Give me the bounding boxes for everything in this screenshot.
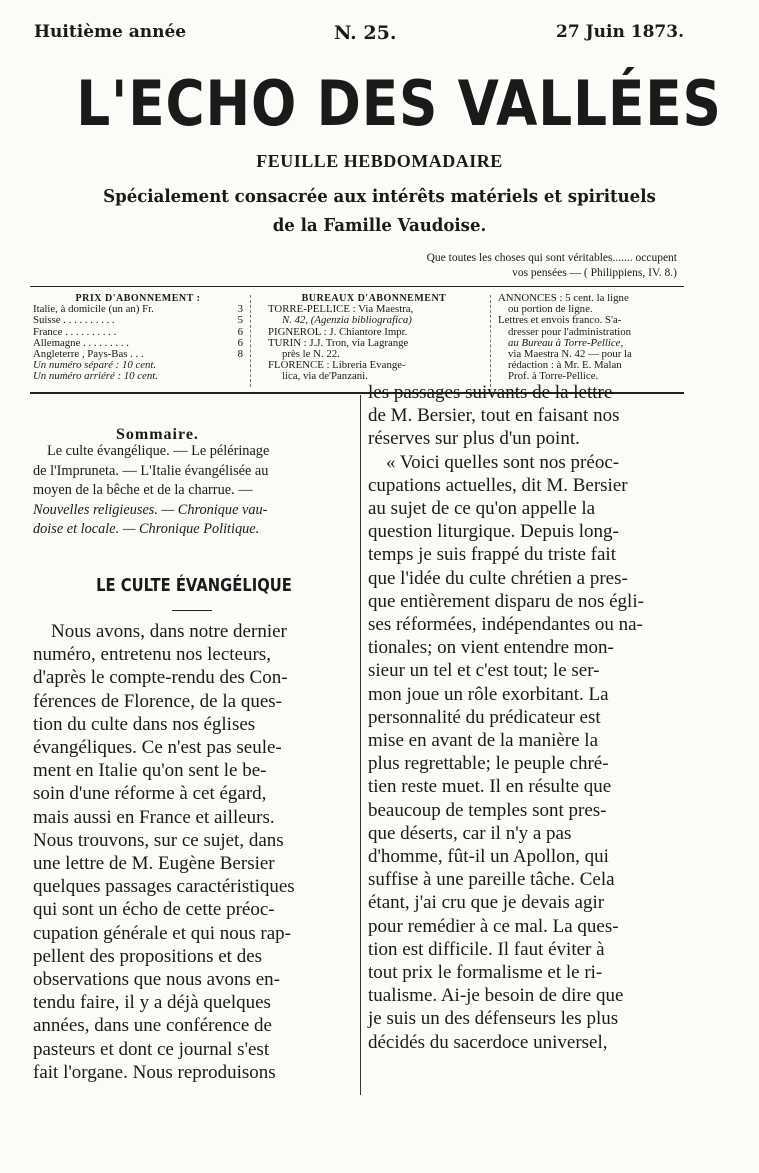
article-line: tionales; on vient entendre mon-: [368, 637, 614, 659]
price-row: Suisse . . . . . . . . . . 5: [33, 314, 243, 327]
article-line: Nous trouvons, sur ce sujet, dans: [33, 829, 284, 851]
office-line: TURIN : J.J. Tron, via Lagrange: [268, 336, 409, 349]
announcements: [498, 293, 684, 383]
office-line: TORRE-PELLICE : Via Maestra,: [268, 303, 414, 316]
article-line: mais aussi en France et ailleurs.: [33, 806, 275, 828]
article-line: tout prix le formalisme et le ri-: [368, 962, 603, 984]
article-line: numéro, entretenu nos lecteurs,: [33, 644, 271, 666]
article-line: ses réformées, indépendantes ou na-: [368, 614, 643, 636]
price-row: Italie, à domicile (un an) Fr. 3: [33, 303, 243, 316]
article-line: je suis un des défenseurs les plus: [368, 1008, 619, 1030]
article-line: que déserts, car il n'y a pas: [368, 822, 572, 844]
newspaper-title: L'ECHO DES VALLÉES: [76, 67, 722, 140]
edition-year: Huitième année: [34, 22, 187, 42]
announcement-line: rédaction : à Mr. E. Malan: [508, 359, 622, 372]
article-line: de M. Bersier, tout en faisant nos: [368, 405, 620, 427]
offices-heading: BUREAUX D'ABONNEMENT: [301, 293, 447, 304]
article-line: question liturgique. Depuis long-: [368, 521, 619, 543]
article-line: fait l'organe. Nous reproduisons: [33, 1061, 276, 1083]
article-line: étant, j'ai cru que je devais agir: [368, 892, 605, 914]
article-line: mon joue un rôle exorbitant. La: [368, 683, 609, 705]
sommaire-line: Le culte évangélique. — Le pélérinage: [47, 443, 270, 459]
article-line: observations que nous avons en-: [33, 969, 280, 991]
article-heading: LE CULTE ÉVANGÉLIQUE: [96, 575, 292, 596]
issue-date: 27 Juin 1873.: [556, 22, 684, 42]
article-line: tion du culte dans nos églises: [33, 713, 256, 735]
article-line: « Voici quelles sont nos préoc-: [386, 451, 620, 473]
article-line: réserves sur plus d'un point.: [368, 428, 580, 450]
newspaper-subtitle: FEUILLE HEBDOMADAIRE: [256, 151, 503, 171]
article-line: d'après le compte-rendu des Con-: [33, 667, 288, 689]
announcement-line: Lettres et envois franco. S'a-: [498, 314, 622, 327]
article-line: une lettre de M. Eugène Bersier: [33, 853, 275, 875]
heading-rule: [172, 610, 212, 611]
article-line: évangéliques. Ce n'est pas seule-: [33, 737, 282, 759]
price-row: Angleterre , Pays-Bas . . . 8: [33, 348, 243, 361]
article-line: d'homme, fût-il un Apollon, qui: [368, 846, 609, 868]
sommaire-line: doise et locale. — Chronique Politique.: [33, 521, 260, 538]
article-right-column: [368, 381, 680, 1054]
price-row: France . . . . . . . . . . 6: [33, 325, 243, 338]
epigraph-line-2: vos pensées — ( Philippiens, IV. 8.): [512, 267, 677, 279]
article-line: tion est difficile. Il faut éviter à: [368, 938, 605, 960]
article-line: les passages suivants de la lettre: [368, 382, 613, 403]
article-line: mise en avant de la manière la: [368, 730, 599, 752]
announcement-line: Prof. à Torre-Pellice.: [508, 370, 599, 383]
article-line: pasteurs et dont ce journal s'est: [33, 1038, 270, 1060]
subscription-heading: PRIX D'ABONNEMENT :: [75, 293, 201, 304]
epigraph: [332, 251, 677, 281]
article-line: Nous avons, dans notre dernier: [51, 621, 287, 642]
sommaire-line: Nouvelles religieuses. — Chronique vau-: [33, 501, 268, 518]
article-line: suffise à une pareille tâche. Cela: [368, 869, 615, 891]
price-row: Allemagne . . . . . . . . . 6: [33, 336, 243, 349]
article-line: au sujet de ce qu'on appelle la: [368, 498, 596, 520]
sommaire-line: moyen de la bêche et de la charrue. —: [33, 482, 253, 499]
announcement-line: via Maestra N. 42 — pour la: [508, 348, 632, 361]
office-line: PIGNEROL : J. Chiantore Impr.: [268, 325, 408, 338]
info-divider: [250, 295, 251, 387]
column-separator: [360, 395, 361, 1095]
article-line: que l'idée du culte chrétien a pres-: [368, 567, 628, 589]
article-line: tualisme. Ai-je besoin de dire que: [368, 985, 624, 1007]
back-issue-price: Un numéro arriéré : 10 cent.: [33, 370, 158, 383]
issue-number: N. 25.: [334, 22, 397, 44]
announcement-line: ou portion de ligne.: [508, 303, 593, 316]
article-line: beaucoup de temples sont pres-: [368, 799, 607, 821]
sommaire-line: de l'Impruneta. — L'Italie évangélisée au: [33, 462, 269, 479]
announcement-line: ANNONCES : 5 cent. la ligne: [498, 292, 629, 304]
article-line: cupations actuelles, dit M. Bersier: [368, 474, 628, 496]
single-issue-price: Un numéro séparé : 10 cent.: [33, 359, 157, 372]
article-line: décidés du sacerdoce universel,: [368, 1031, 608, 1053]
article-left-column: [33, 620, 348, 1084]
article-line: années, dans une conférence de: [33, 1015, 272, 1037]
article-line: cupation générale et qui nous rap-: [33, 922, 291, 944]
tagline-line-1: Spécialement consacrée aux intérêts matériels et spirituels: [103, 186, 656, 207]
tagline-line-2: de la Famille Vaudoise.: [272, 215, 487, 236]
article-line: plus regrettable; le peuple chré-: [368, 753, 609, 775]
sommaire-text: [33, 442, 345, 540]
epigraph-line-1: Que toutes les choses qui sont véritables....... occupent: [426, 252, 677, 264]
article-line: temps je suis frappé du triste fait: [368, 544, 616, 566]
article-line: soin d'une réforme à cet égard,: [33, 783, 267, 805]
office-line: près le N. 22.: [282, 348, 340, 361]
article-line: que entièrement disparu de nos égli-: [368, 590, 644, 612]
article-line: sieur un tel et c'est tout; le ser-: [368, 660, 600, 682]
article-line: tien reste muet. Il en résulte que: [368, 776, 612, 798]
office-line: lica, via de'Panzani.: [282, 370, 368, 383]
subscription-offices: [268, 293, 480, 383]
announcement-line: dresser pour l'administration: [508, 325, 632, 338]
subscription-prices: [33, 293, 243, 383]
info-divider: [490, 295, 491, 387]
article-line: férences de Florence, de la ques-: [33, 690, 282, 712]
article-line: quelques passages caractéristiques: [33, 876, 295, 898]
office-line: FLORENCE : Libreria Evange-: [268, 359, 406, 372]
sommaire-heading: Sommaire.: [116, 426, 199, 443]
header-rule-top: [30, 286, 684, 287]
article-line: personnalité du prédicateur est: [368, 706, 601, 728]
article-line: qui sont un écho de cette préoc-: [33, 899, 275, 921]
masthead-top-line: [34, 22, 684, 48]
announcement-line: au Bureau à Torre-Pellice,: [508, 336, 624, 349]
article-line: tendu faire, il y a déjà quelques: [33, 992, 271, 1014]
article-line: ment en Italie qu'on sent le be-: [33, 760, 267, 782]
article-line: pour remédier à ce mal. La ques-: [368, 915, 619, 937]
office-line: N. 42, (Agenzia bibliografica): [282, 314, 412, 327]
article-line: pellent des propositions et des: [33, 945, 263, 967]
